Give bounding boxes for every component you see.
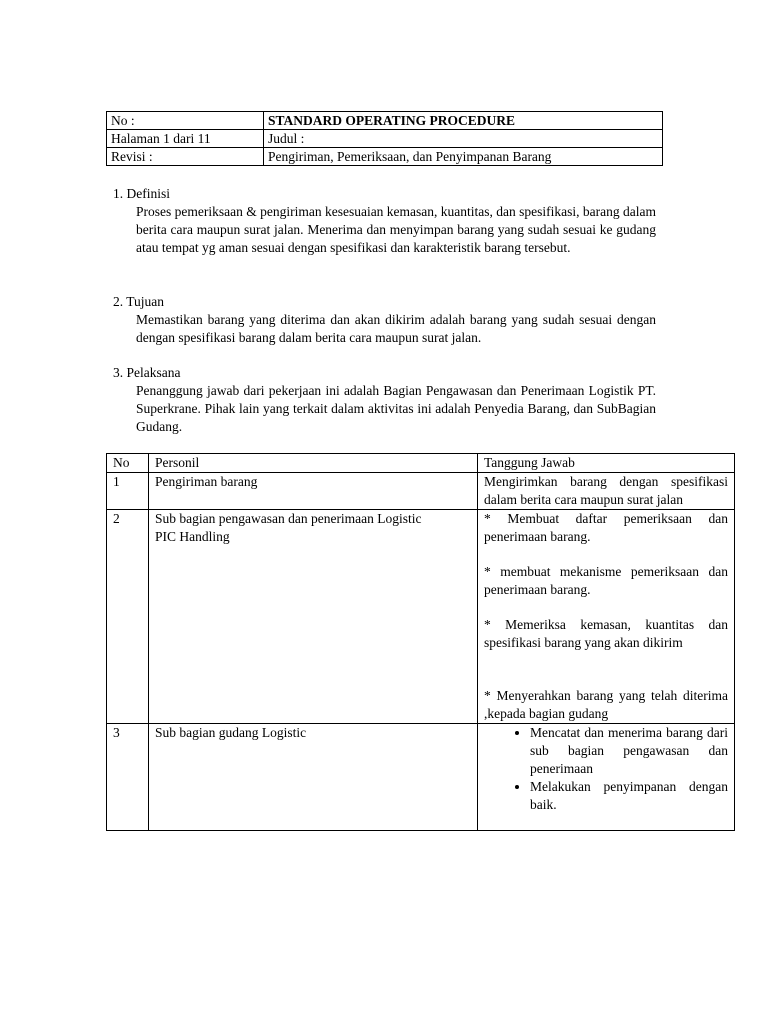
header-tanggung-jawab: Tanggung Jawab [478, 454, 735, 473]
row-tanggung-jawab: Mengirimkan barang dengan spesifikasi dalam berita cara maupun surat jalan [478, 473, 735, 510]
row-tanggung-jawab [478, 724, 735, 831]
bullet-list [484, 724, 728, 814]
section-body: Memastikan barang yang diterima dan akan dikirim adalah barang yang sudah sesuai dengan dengan spesifikasi barang dalam berita cara maupun surat jalan. [136, 312, 656, 345]
table-row [107, 473, 735, 510]
section-tujuan [113, 293, 656, 347]
halaman-label: Halaman 1 dari 11 [107, 130, 264, 148]
responsibility-item: * Menyerahkan barang yang telah diterima ,kepada bagian gudang [484, 688, 728, 721]
row-personil: Sub bagian gudang Logistic [149, 724, 478, 831]
row-tanggung-jawab [478, 510, 735, 724]
personil-line: PIC Handling [155, 529, 230, 544]
table-row [107, 510, 735, 724]
no-label: No : [107, 112, 264, 130]
row-personil [149, 510, 478, 724]
section-heading: 2. Tujuan [113, 294, 165, 309]
header-no: No [107, 454, 149, 473]
row-personil: Pengiriman barang [149, 473, 478, 510]
bullet-item: • Melakukan penyimpanan dengan baik. [530, 778, 728, 814]
responsibility-item: * membuat mekanisme pemeriksaan dan penerimaan barang. [484, 564, 728, 597]
table-row [107, 724, 735, 831]
personil-line: Sub bagian pengawasan dan penerimaan Logistic [155, 511, 422, 526]
section-body: Penanggung jawab dari pekerjaan ini adalah Bagian Pengawasan dan Penerimaan Logistik PT. Superkrane. Pihak lain yang terkait dalam aktivitas ini adalah Penyedia Barang, dan SubBagian Gudang. [136, 383, 656, 434]
section-body: Proses pemeriksaan & pengiriman kesesuaian kemasan, kuantitas, dan spesifikasi, barang dalam berita cara maupun surat jalan. Menerima dan menyimpan barang yang sudah sesuai ke gudang atau tempat yg aman sesuai dengan spesifikasi dan karakteristik barang tersebut. [136, 204, 656, 255]
bullet-item: • Mencatat dan menerima barang dari sub bagian pengawasan dan penerimaan [530, 724, 728, 778]
header-personil: Personil [149, 454, 478, 473]
table-header-row [107, 454, 735, 473]
section-heading: 3. Pelaksana [113, 365, 181, 380]
responsibility-item: * Membuat daftar pemeriksaan dan penerimaan barang. [484, 511, 728, 544]
sop-title: STANDARD OPERATING PROCEDURE [264, 112, 663, 130]
judul-label: Judul : [264, 130, 663, 148]
sop-header-table [106, 111, 663, 166]
section-heading: 1. Definisi [113, 186, 170, 201]
row-no: 2 [107, 510, 149, 724]
judul-value: Pengiriman, Pemeriksaan, dan Penyimpanan Barang [264, 148, 663, 166]
section-pelaksana [113, 364, 656, 436]
section-definisi [113, 185, 656, 257]
row-no: 3 [107, 724, 149, 831]
responsibility-item: * Memeriksa kemasan, kuantitas dan spesifikasi barang yang akan dikirim [484, 617, 728, 650]
row-no: 1 [107, 473, 149, 510]
responsibility-table [106, 453, 735, 831]
revisi-label: Revisi : [107, 148, 264, 166]
